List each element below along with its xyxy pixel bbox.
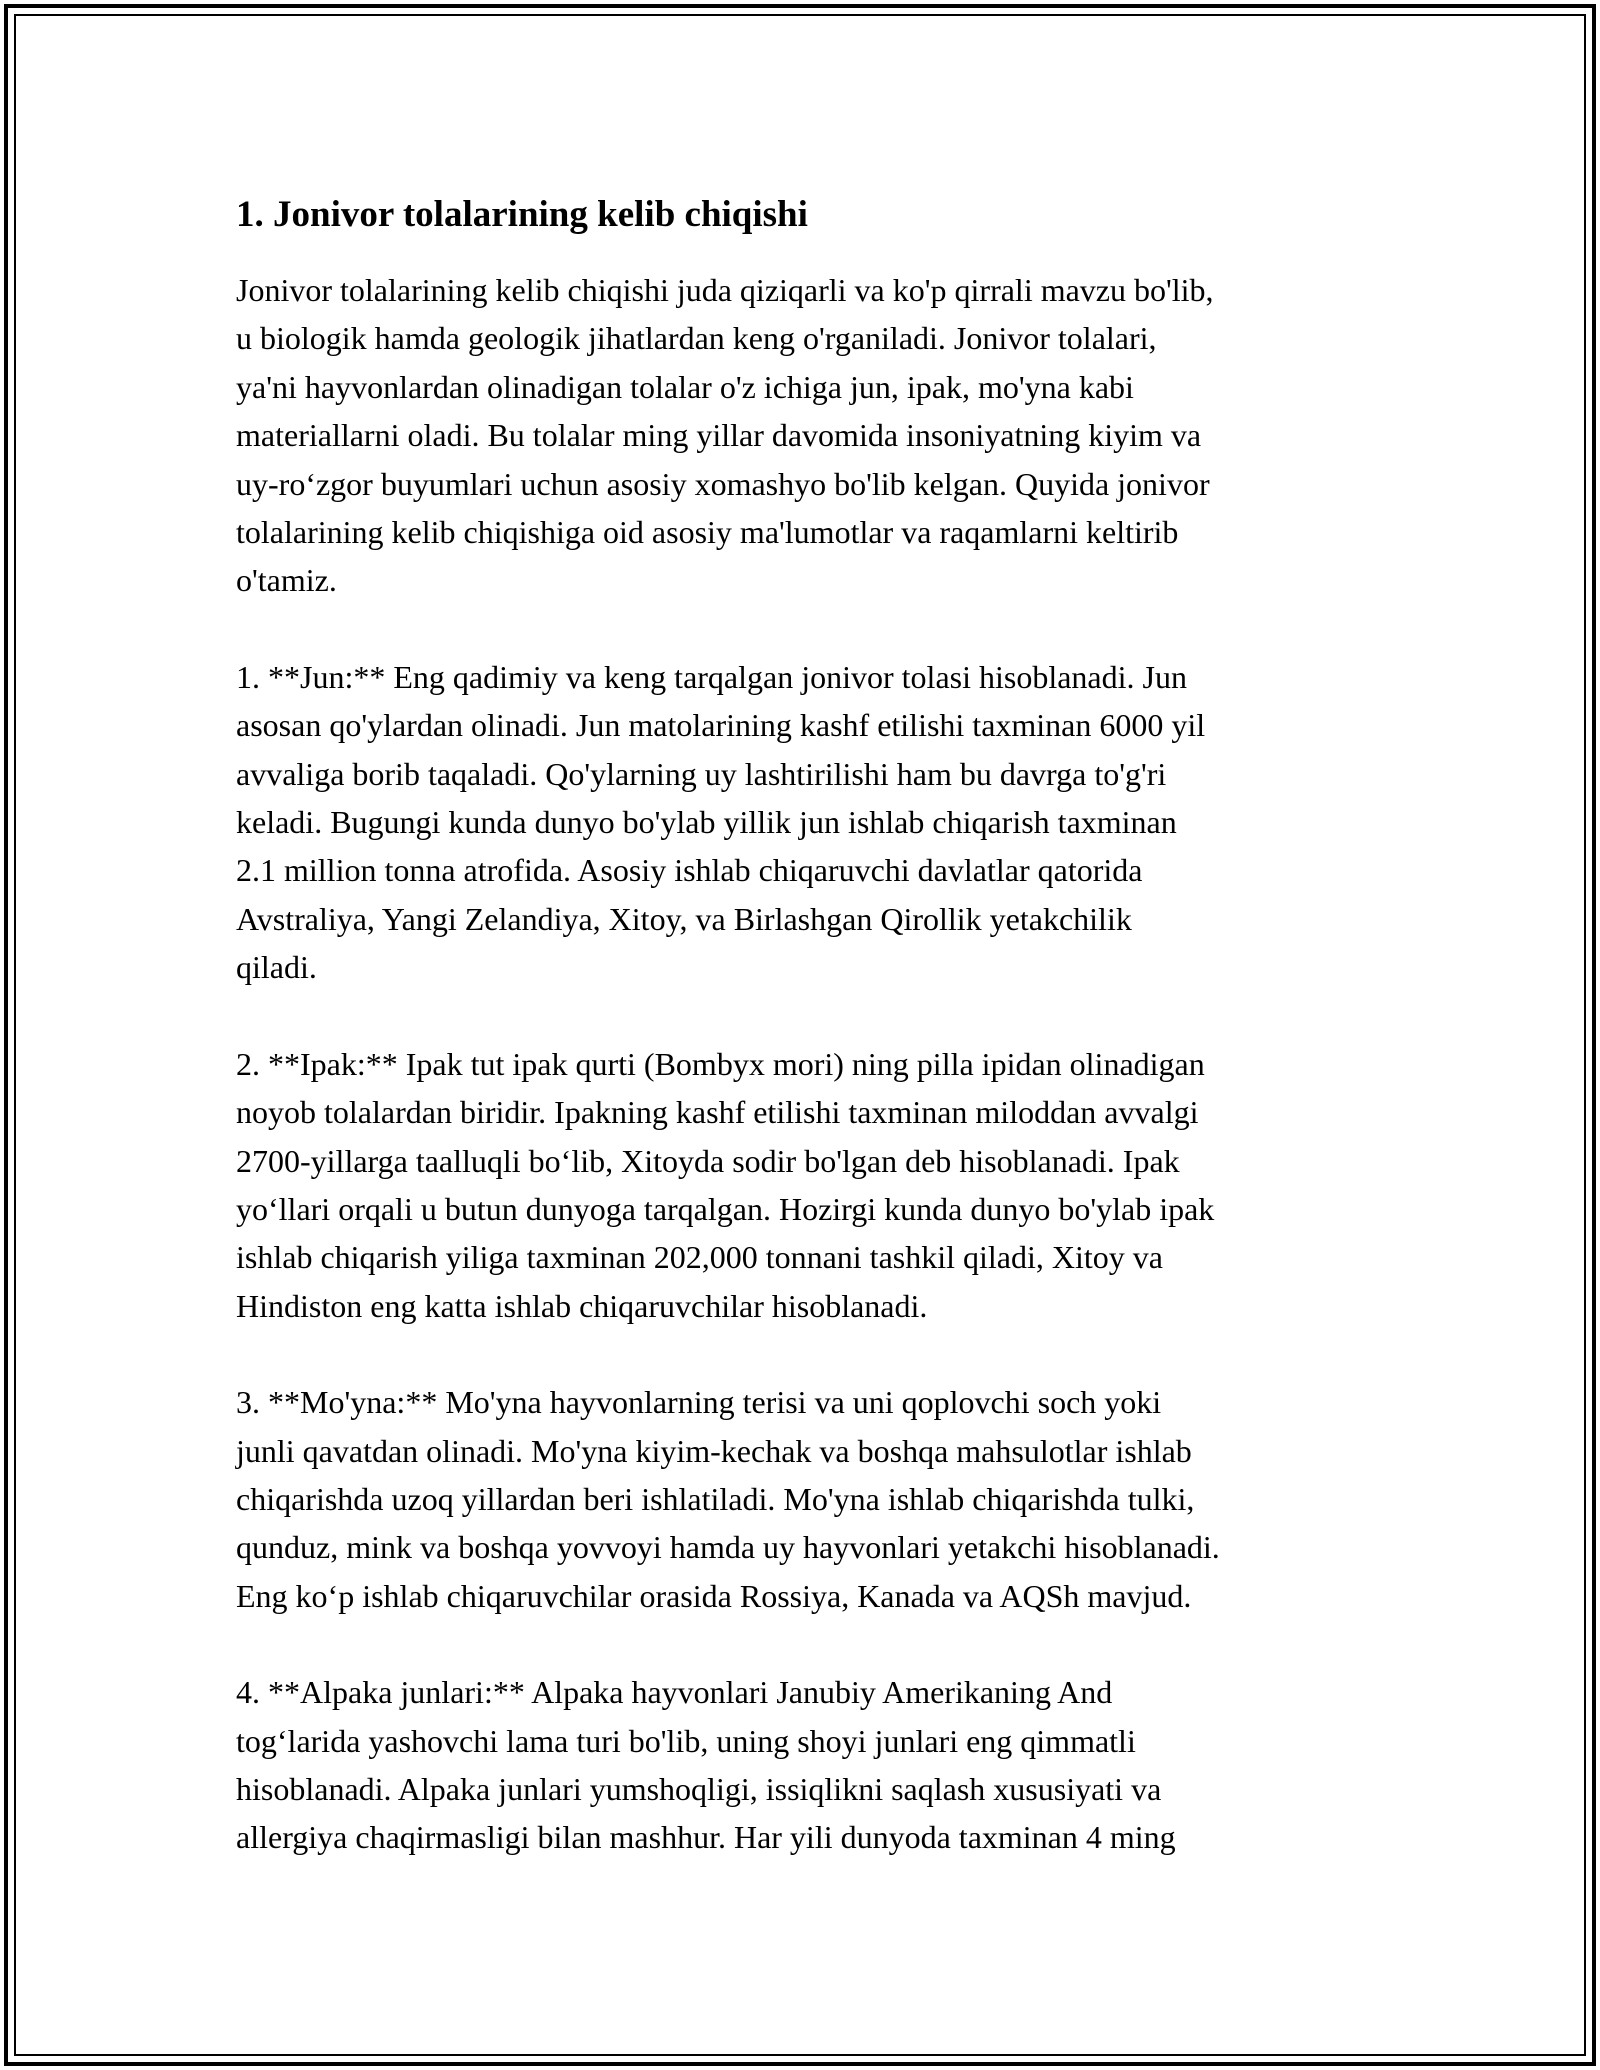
silk-paragraph [236, 1040, 1376, 1330]
section-heading: 1. Jonivor tolalarining kelib chiqishi [236, 194, 808, 235]
text-line: Eng ko‘p ishlab chiqaruvchilar orasida Rossiya, Kanada va AQSh mavjud. [236, 1577, 1192, 1614]
text-line: 2700-yillarga taalluqli bo‘lib, Xitoyda sodir bo'lgan deb hisoblanadi. Ipak [236, 1142, 1180, 1179]
document-body [236, 186, 1376, 1910]
text-line: avvaliga borib taqaladi. Qo'ylarning uy lashtirilishi ham bu davrga to'g'ri [236, 755, 1167, 792]
text-line: 1. **Jun:** Eng qadimiy va keng tarqalgan jonivor tolasi hisoblanadi. Jun [236, 658, 1187, 695]
text-line: qunduz, mink va boshqa yovvoyi hamda uy hayvonlari yetakchi hisoblanadi. [236, 1529, 1220, 1566]
text-line: ya'ni hayvonlardan olinadigan tolalar o'z ichiga jun, ipak, mo'yna kabi [236, 368, 1134, 405]
text-line: 2.1 million tonna atrofida. Asosiy ishlab chiqaruvchi davlatlar qatorida [236, 852, 1143, 889]
text-line: junli qavatdan olinadi. Mo'yna kiyim-kechak va boshqa mahsulotlar ishlab [236, 1432, 1192, 1469]
text-line: materiallarni oladi. Bu tolalar ming yillar davomida insoniyatning kiyim va [236, 417, 1202, 454]
text-line: o'tamiz. [236, 562, 337, 599]
text-line: noyob tolalardan biridir. Ipakning kashf etilishi taxminan miloddan avvalgi [236, 1094, 1199, 1131]
text-line: Avstraliya, Yangi Zelandiya, Xitoy, va Birlashgan Qirollik yetakchilik [236, 900, 1132, 937]
text-line: ishlab chiqarish yiliga taxminan 202,000 tonnani tashkil qiladi, Xitoy va [236, 1239, 1163, 1276]
text-line: 3. **Mo'yna:** Mo'yna hayvonlarning terisi va uni qoplovchi soch yoki [236, 1384, 1162, 1421]
text-line: Jonivor tolalarining kelib chiqishi juda qiziqarli va ko'p qirrali mavzu bo'lib, [236, 272, 1214, 308]
wool-paragraph [236, 653, 1376, 992]
text-line: tog‘larida yashovchi lama turi bo'lib, uning shoyi junlari eng qimmatli [236, 1722, 1136, 1759]
text-line: 4. **Alpaka junlari:** Alpaka hayvonlari Janubiy Amerikaning And [236, 1674, 1113, 1711]
text-line: u biologik hamda geologik jihatlardan keng o'rganiladi. Jonivor tolalari, [236, 320, 1157, 357]
text-line: chiqarishda uzoq yillardan beri ishlatiladi. Mo'yna ishlab chiqarishda tulki, [236, 1480, 1195, 1517]
text-line: asosan qo'ylardan olinadi. Jun matolarining kashf etilishi taxminan 6000 yil [236, 707, 1206, 744]
text-line: tolalarining kelib chiqishiga oid asosiy ma'lumotlar va raqamlarni keltirib [236, 514, 1179, 551]
text-line: keladi. Bugungi kunda dunyo bo'ylab yillik jun ishlab chiqarish taxminan [236, 804, 1177, 841]
text-line: hisoblanadi. Alpaka junlari yumshoqligi, issiqlikni saqlash xususiyati va [236, 1770, 1162, 1807]
text-line: qiladi. [236, 949, 317, 986]
text-line: 2. **Ipak:** Ipak tut ipak qurti (Bombyx mori) ning pilla ipidan olinadigan [236, 1045, 1205, 1082]
text-line: yo‘llari orqali u butun dunyoga tarqalgan. Hozirgi kunda dunyo bo'ylab ipak [236, 1190, 1215, 1227]
intro-paragraph [236, 266, 1376, 605]
text-line: Hindiston eng katta ishlab chiqaruvchilar hisoblanadi. [236, 1287, 928, 1324]
text-line: uy-ro‘zgor buyumlari uchun asosiy xomashyo bo'lib kelgan. Quyida jonivor [236, 465, 1210, 502]
text-line: allergiya chaqirmasligi bilan mashhur. Har yili dunyoda taxminan 4 ming [236, 1819, 1176, 1856]
alpaca-paragraph [236, 1668, 1376, 1862]
fur-paragraph [236, 1378, 1376, 1620]
